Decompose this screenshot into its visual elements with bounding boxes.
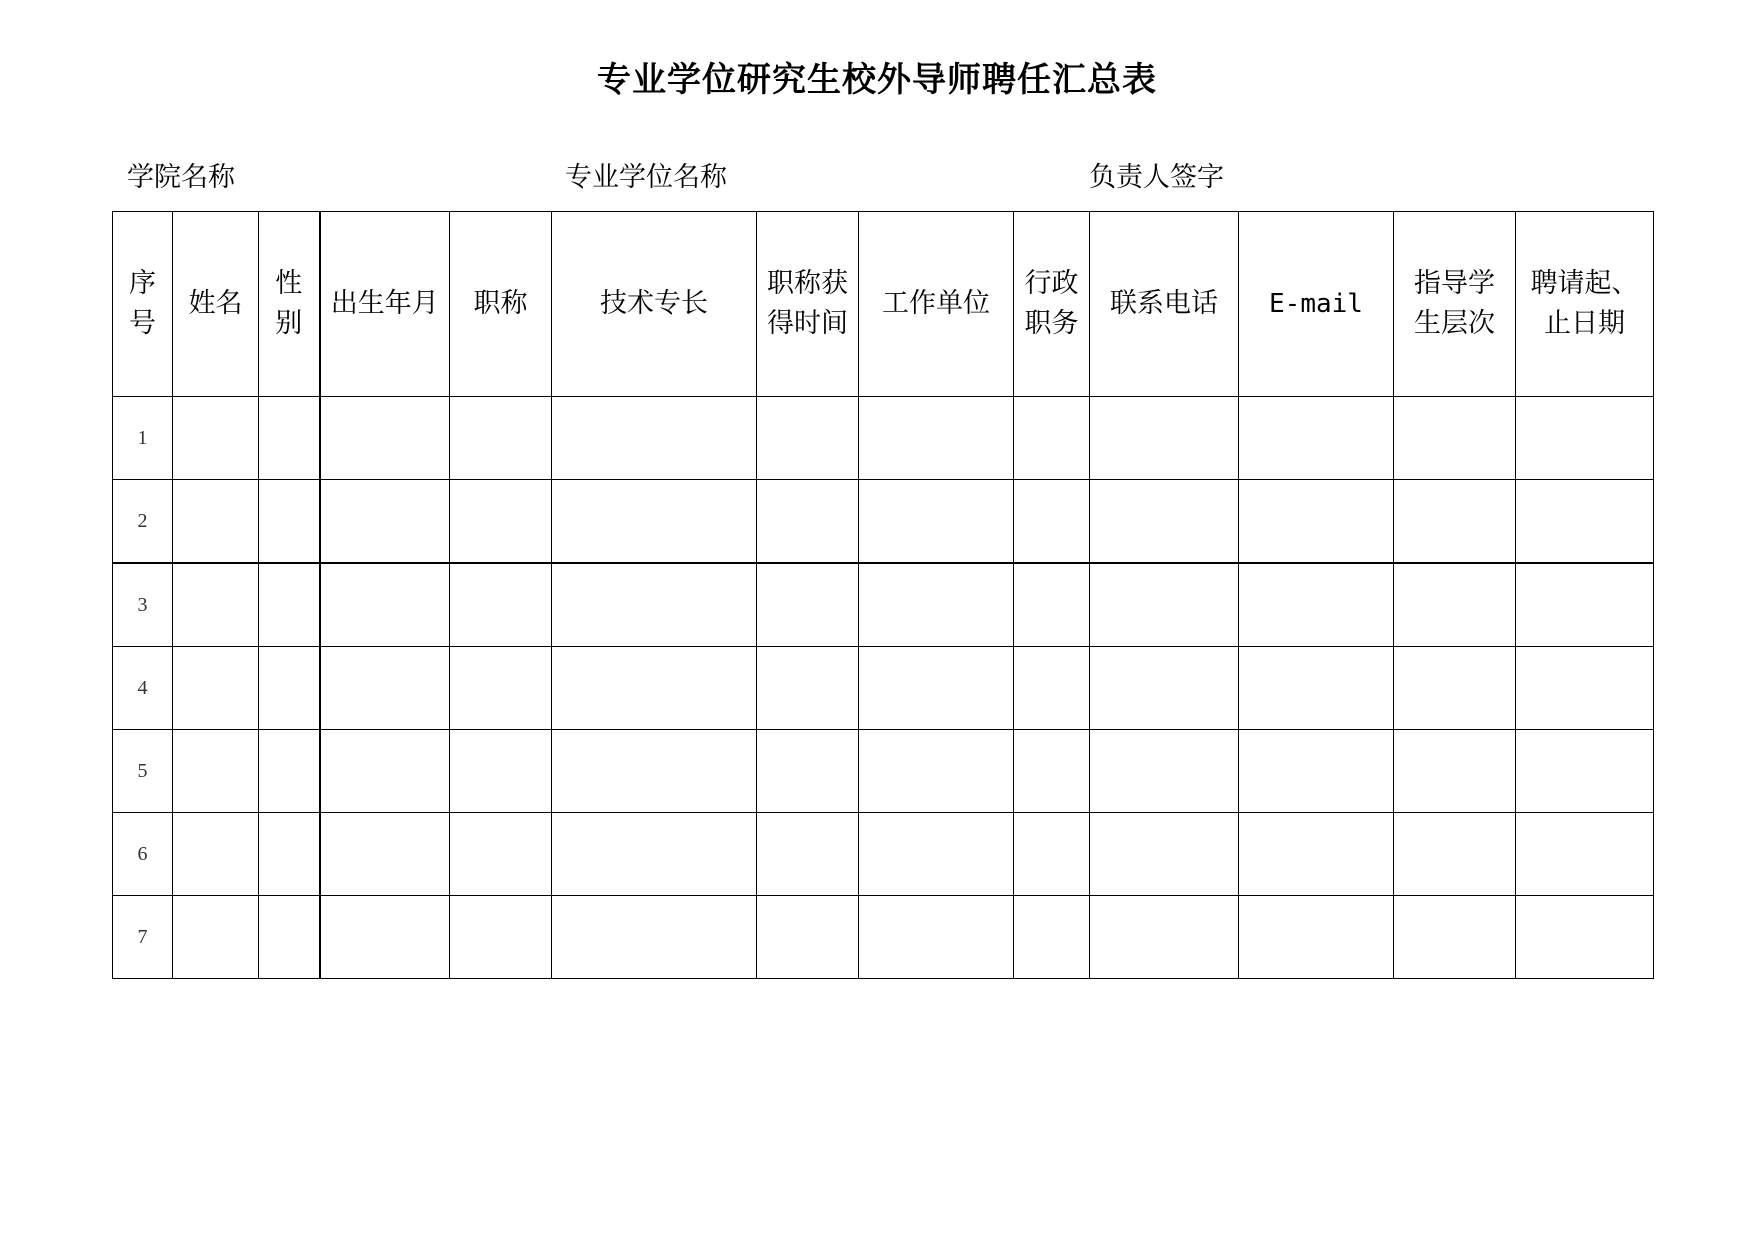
title-cell[interactable] xyxy=(450,896,552,979)
workplace-cell[interactable] xyxy=(859,896,1014,979)
expertise-cell[interactable] xyxy=(552,896,757,979)
header-appointment-period: 聘请起、 止日期 xyxy=(1516,212,1654,397)
phone-cell[interactable] xyxy=(1090,730,1239,813)
workplace-cell[interactable] xyxy=(859,397,1014,480)
header-seq: 序 号 xyxy=(113,212,173,397)
workplace-cell[interactable] xyxy=(859,563,1014,647)
student-level-cell[interactable] xyxy=(1394,397,1516,480)
title-date-cell[interactable] xyxy=(757,397,859,480)
signature-label: 负责人签字 xyxy=(1089,162,1224,193)
email-cell[interactable] xyxy=(1239,813,1394,896)
admin-position-cell[interactable] xyxy=(1014,480,1090,564)
appointment-period-cell[interactable] xyxy=(1516,480,1654,564)
title-cell[interactable] xyxy=(450,480,552,564)
gender-cell[interactable] xyxy=(259,813,320,896)
email-cell[interactable] xyxy=(1239,397,1394,480)
table-row xyxy=(113,730,1654,813)
row-seq-cell: 3 xyxy=(113,563,173,647)
header-name: 姓名 xyxy=(173,212,259,397)
expertise-cell[interactable] xyxy=(552,563,757,647)
header-title: 职称 xyxy=(450,212,552,397)
student-level-cell[interactable] xyxy=(1394,730,1516,813)
header-phone: 联系电话 xyxy=(1090,212,1239,397)
header-workplace: 工作单位 xyxy=(859,212,1014,397)
workplace-cell[interactable] xyxy=(859,480,1014,564)
row-seq-cell: 2 xyxy=(113,480,173,564)
header-birth-date: 出生年月 xyxy=(320,212,450,397)
workplace-cell[interactable] xyxy=(859,647,1014,730)
email-cell[interactable] xyxy=(1239,647,1394,730)
appointment-period-cell[interactable] xyxy=(1516,647,1654,730)
birth-date-cell[interactable] xyxy=(320,480,450,564)
name-cell[interactable] xyxy=(173,896,259,979)
title-date-cell[interactable] xyxy=(757,563,859,647)
header-expertise: 技术专长 xyxy=(552,212,757,397)
appointment-period-cell[interactable] xyxy=(1516,397,1654,480)
name-cell[interactable] xyxy=(173,480,259,564)
title-cell[interactable] xyxy=(450,647,552,730)
table-row xyxy=(113,397,1654,480)
row-seq-cell: 5 xyxy=(113,730,173,813)
phone-cell[interactable] xyxy=(1090,813,1239,896)
phone-cell[interactable] xyxy=(1090,563,1239,647)
title-cell[interactable] xyxy=(450,730,552,813)
admin-position-cell[interactable] xyxy=(1014,563,1090,647)
table-row xyxy=(113,563,1654,647)
phone-cell[interactable] xyxy=(1090,480,1239,564)
email-cell[interactable] xyxy=(1239,896,1394,979)
header-title-date: 职称获 得时间 xyxy=(757,212,859,397)
title-date-cell[interactable] xyxy=(757,647,859,730)
admin-position-cell[interactable] xyxy=(1014,647,1090,730)
appointment-period-cell[interactable] xyxy=(1516,730,1654,813)
student-level-cell[interactable] xyxy=(1394,647,1516,730)
appointment-period-cell[interactable] xyxy=(1516,563,1654,647)
table-row xyxy=(113,896,1654,979)
header-admin-position: 行政 职务 xyxy=(1014,212,1090,397)
expertise-cell[interactable] xyxy=(552,397,757,480)
admin-position-cell[interactable] xyxy=(1014,730,1090,813)
birth-date-cell[interactable] xyxy=(320,896,450,979)
title-cell[interactable] xyxy=(450,813,552,896)
admin-position-cell[interactable] xyxy=(1014,397,1090,480)
student-level-cell[interactable] xyxy=(1394,813,1516,896)
birth-date-cell[interactable] xyxy=(320,730,450,813)
email-cell[interactable] xyxy=(1239,480,1394,564)
expertise-cell[interactable] xyxy=(552,813,757,896)
table-row xyxy=(113,480,1654,564)
title-date-cell[interactable] xyxy=(757,896,859,979)
row-seq-cell: 7 xyxy=(113,896,173,979)
table-row xyxy=(113,813,1654,896)
expertise-cell[interactable] xyxy=(552,480,757,564)
phone-cell[interactable] xyxy=(1090,647,1239,730)
gender-cell[interactable] xyxy=(259,647,320,730)
page-title: 专业学位研究生校外导师聘任汇总表 xyxy=(597,60,1157,100)
birth-date-cell[interactable] xyxy=(320,563,450,647)
title-date-cell[interactable] xyxy=(757,480,859,564)
expertise-cell[interactable] xyxy=(552,647,757,730)
appointment-period-cell[interactable] xyxy=(1516,813,1654,896)
header-student-level: 指导学 生层次 xyxy=(1394,212,1516,397)
gender-cell[interactable] xyxy=(259,397,320,480)
gender-cell[interactable] xyxy=(259,896,320,979)
birth-date-cell[interactable] xyxy=(320,647,450,730)
row-seq-cell: 6 xyxy=(113,813,173,896)
name-cell[interactable] xyxy=(173,563,259,647)
header-gender: 性 别 xyxy=(259,212,320,397)
gender-cell[interactable] xyxy=(259,730,320,813)
appointment-period-cell[interactable] xyxy=(1516,896,1654,979)
gender-cell[interactable] xyxy=(259,563,320,647)
name-cell[interactable] xyxy=(173,813,259,896)
phone-cell[interactable] xyxy=(1090,896,1239,979)
name-cell[interactable] xyxy=(173,730,259,813)
birth-date-cell[interactable] xyxy=(320,397,450,480)
table-row xyxy=(113,647,1654,730)
title-date-cell[interactable] xyxy=(757,813,859,896)
student-level-cell[interactable] xyxy=(1394,480,1516,564)
title-date-cell[interactable] xyxy=(757,730,859,813)
email-cell[interactable] xyxy=(1239,563,1394,647)
student-level-cell[interactable] xyxy=(1394,896,1516,979)
email-cell[interactable] xyxy=(1239,730,1394,813)
gender-cell[interactable] xyxy=(259,480,320,564)
header-email: E-mail xyxy=(1239,212,1394,397)
row-seq-cell: 4 xyxy=(113,647,173,730)
title-cell[interactable] xyxy=(450,563,552,647)
workplace-cell[interactable] xyxy=(859,813,1014,896)
phone-cell[interactable] xyxy=(1090,397,1239,480)
header-row xyxy=(113,212,1654,397)
admin-position-cell[interactable] xyxy=(1014,896,1090,979)
title-cell[interactable] xyxy=(450,397,552,480)
college-name-label: 学院名称 xyxy=(127,162,235,193)
birth-date-cell[interactable] xyxy=(320,813,450,896)
admin-position-cell[interactable] xyxy=(1014,813,1090,896)
degree-name-label: 专业学位名称 xyxy=(565,162,727,193)
expertise-cell[interactable] xyxy=(552,730,757,813)
workplace-cell[interactable] xyxy=(859,730,1014,813)
row-seq-cell: 1 xyxy=(113,397,173,480)
name-cell[interactable] xyxy=(173,397,259,480)
student-level-cell[interactable] xyxy=(1394,563,1516,647)
appointment-summary-table xyxy=(112,211,1654,979)
name-cell[interactable] xyxy=(173,647,259,730)
